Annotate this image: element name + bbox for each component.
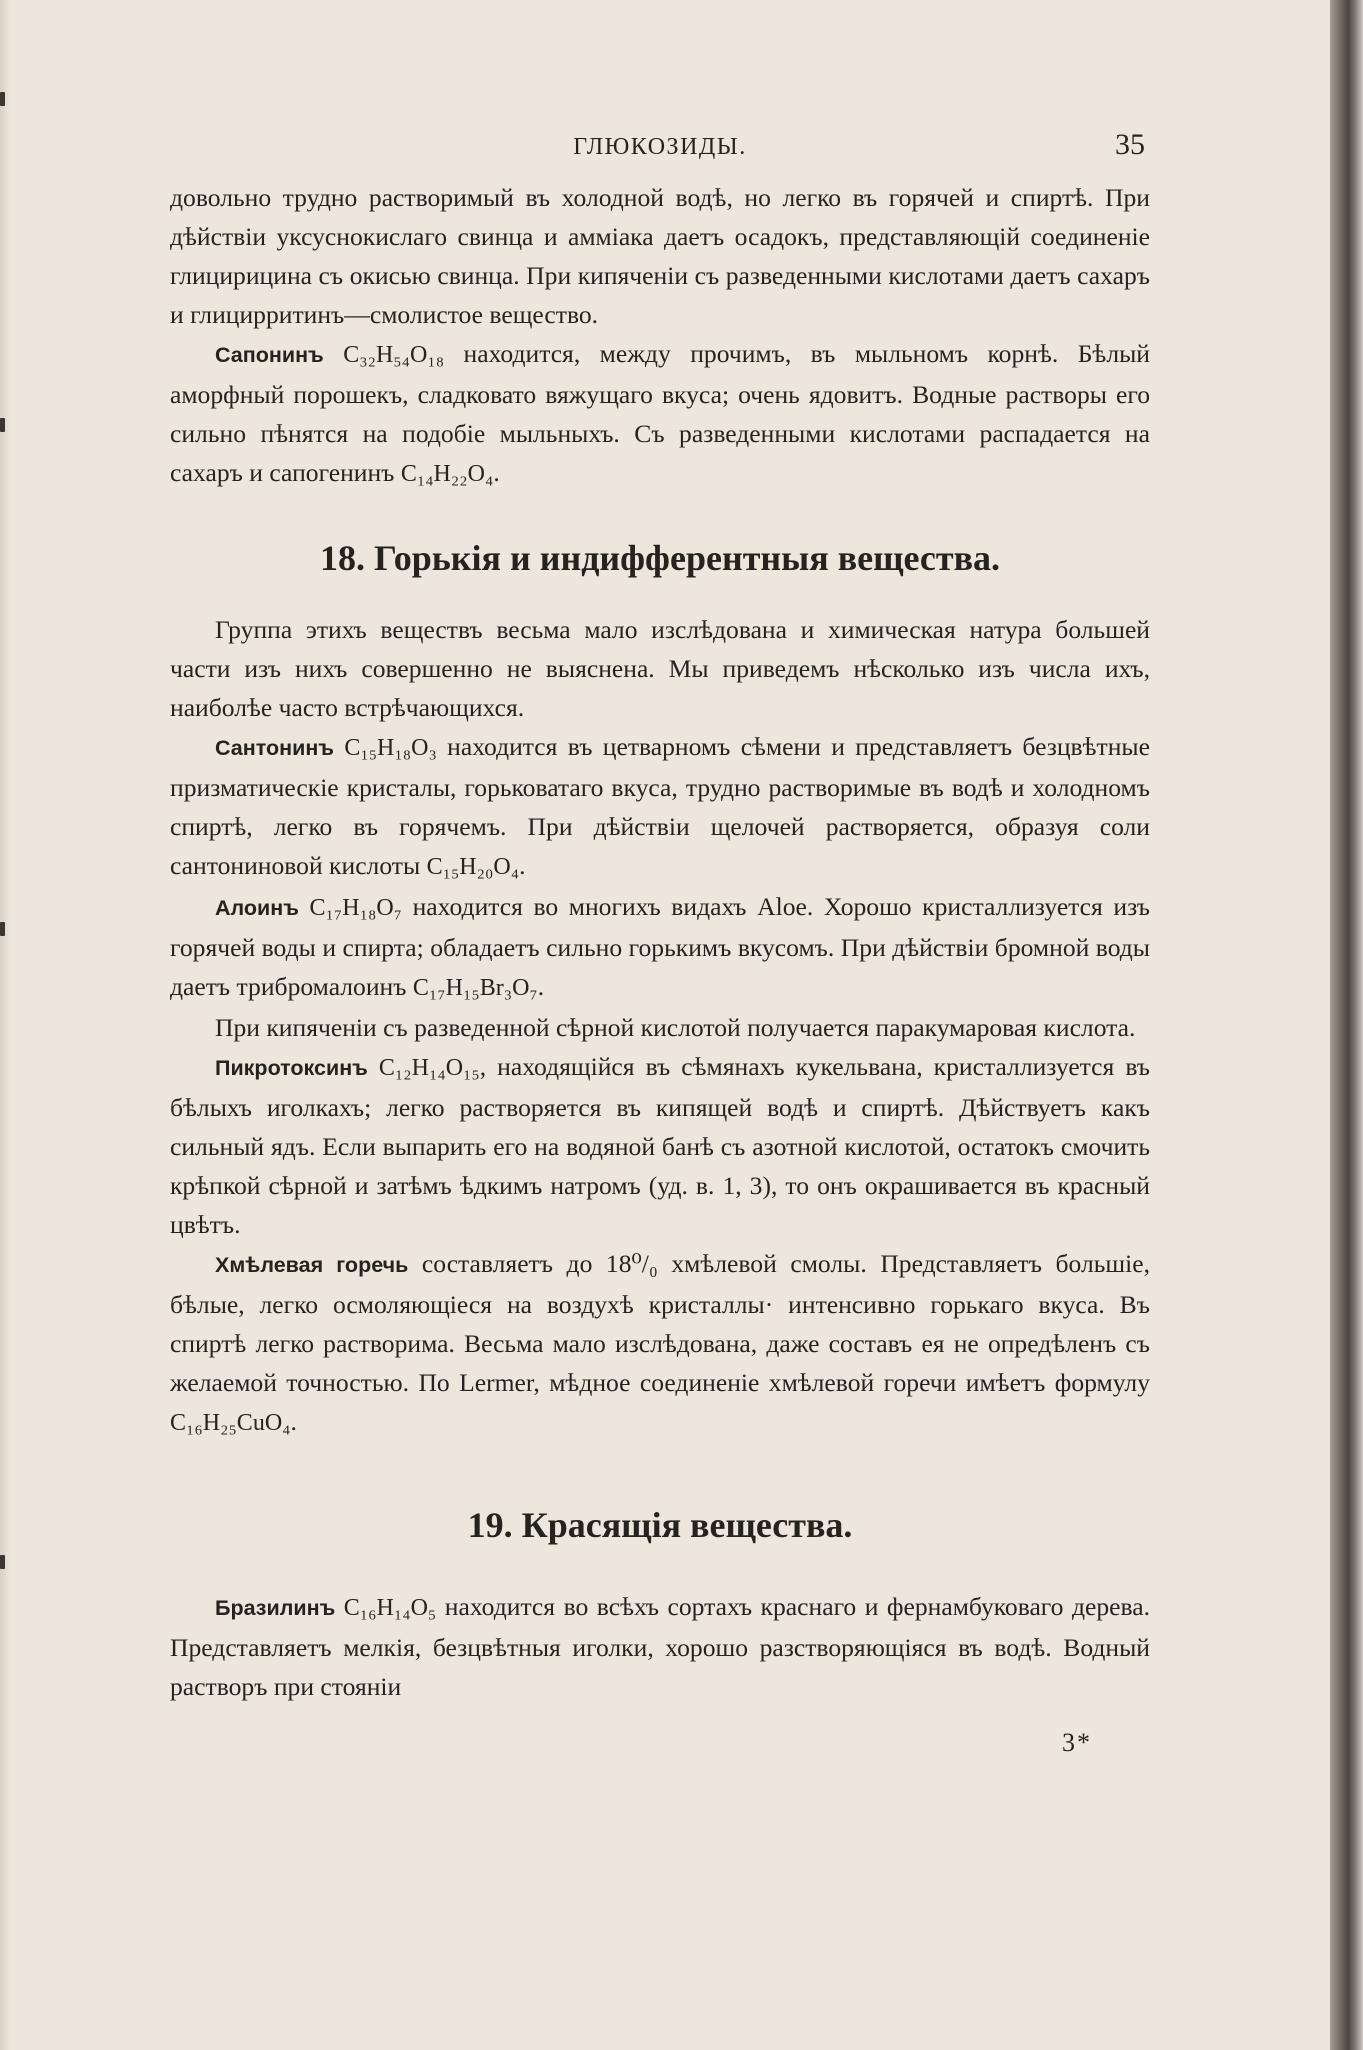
edge-mark [0,1555,5,1569]
term-picrotoxin: Пикротоксинъ [215,1056,368,1080]
running-head [170,128,1150,172]
hop-bitter-end: . [290,1407,297,1436]
edge-mark [0,92,5,106]
hop-bitter-text: составляетъ до 18⁰/₀ хмѣлевой смолы. Представляетъ большіе, бѣлые, легко осмоляющіеся на воздухѣ кристаллы· интенсивно горькаго вкуса. Въ спиртѣ легко растворима. Весьма мало изслѣдована, даже составъ ея не опредѣленъ съ желаемой точностью. По Lermer, мѣдное соединеніе хмѣлевой горечи имѣетъ формулу [170,1249,1150,1397]
formula-picrotoxin: C₁₂H₁₄O₁₅ [378,1055,480,1081]
santonin-paragraph [170,727,1150,887]
aloin-end: . [537,972,545,1001]
formula-hop-bitter-copper: C₁₆H₂₅CuO₄ [170,1410,291,1436]
formula-sapogenin: C₁₄H₂₂O₄ [400,461,494,487]
section-18-intro: Группа этихъ веществъ весьма мало изслѣдована и химическая натура большей части изъ нихъ совершенно не выяснена. Мы приведемъ нѣсколько изъ числа ихъ, наиболѣе часто встрѣчающихся. [170,615,1150,722]
section-19-heading: 19. Красящія вещества. [467,1505,853,1545]
term-hop-bitter: Хмѣлевая горечь [215,1253,409,1277]
term-saponin: Сапонинъ [215,343,324,367]
term-santonin: Сантонинъ [215,736,334,760]
formula-brazilin: C₁₆H₁₄O₅ [343,1595,437,1621]
section-18-heading: 18. Горькія и индифферентныя вещества. [319,538,1001,578]
hop-bitter-paragraph [170,1244,1150,1443]
page-left-edge [0,0,10,2050]
edge-mark [0,922,5,936]
formula-tribromaloin: C₁₇H₁₅Br₃O₇ [412,975,538,1001]
aloin-text: находится во многихъ видахъ Aloe. Хорошо кристаллизуется изъ горячей воды и спирта; обладаетъ сильно горькимъ вкусомъ. При дѣйствіи бромной воды даетъ трибромалоинъ [170,892,1150,1001]
formula-santoninic-acid: C₁₅H₂₀O₄ [426,854,520,880]
intro-paragraph: довольно трудно растворимый въ холодной водѣ, но легко въ горячей и спиртѣ. При дѣйствіи уксуснокислаго свинца и амміака даетъ осадокъ, представляющій соединеніе глицирицина съ окисью свинца. При кипяченіи съ разведенными кислотами даетъ сахаръ и глицирритинъ—смолистое вещество. [170,183,1150,329]
formula-saponin: C₃₂H₅₄O₁₈ [343,342,445,368]
brazilin-text: находится во всѣхъ сортахъ краснаго и фернамбуковаго дерева. Представляетъ мелкія, безцвѣтныя иголки, хорошо разстворяющіяся въ водѣ. Водный растворъ при стояніи [170,1592,1151,1701]
edge-mark [0,418,5,432]
book-spine [1330,0,1363,2050]
page-content [170,128,1150,1758]
aloin-extra-paragraph: При кипяченіи съ разведенной сѣрной кислотой получается паракумаровая кислота. [215,1013,1136,1042]
page-number: 35 [1115,128,1145,161]
formula-santonin: C₁₅H₁₈O₃ [344,735,437,761]
term-brazilin: Бразилинъ [215,1596,336,1620]
signature-mark: 3* [1062,1728,1092,1757]
picrotoxin-paragraph [170,1047,1150,1244]
saponin-paragraph [170,334,1150,494]
picrotoxin-text: , находящійся въ сѣмянахъ кукельвана, кристаллизуется въ бѣлыхъ иголкахъ; легко растворяется въ кипящей водѣ и спиртѣ. Дѣйствуетъ какъ сильный ядъ. Если выпарить его на водяной банѣ съ азотной кислотой, остатокъ смочить крѣпкой сѣрной и затѣмъ ѣдкимъ натромъ (уд. в. 1, 3), то онъ окрашивается въ красный цвѣтъ. [170,1052,1151,1239]
aloin-paragraph [170,887,1150,1008]
saponin-end: . [493,458,500,487]
term-aloin: Алоинъ [215,896,299,920]
santonin-end: . [519,851,526,880]
running-title: ГЛЮКОЗИДЫ. [573,134,747,160]
saponin-text: находится, между прочимъ, въ мыльномъ корнѣ. Бѣлый аморфный порошекъ, сладковато вяжущаго вкуса; очень ядовитъ. Водные растворы его сильно пѣнятся на подобіе мыльныхъ. Съ разведенными кислотами распадается на сахаръ и сапогенинъ [170,339,1150,487]
santonin-text: находится въ цетварномъ сѣмени и представляетъ безцвѣтные призматическіе кристалы, горьковатаго вкуса, трудно растворимые въ водѣ и холодномъ спиртѣ, легко въ горячемъ. При дѣйствіи щелочей растворяется, образуя соли сантониновой кислоты [170,732,1150,880]
formula-aloin: C₁₇H₁₈O₇ [309,895,403,921]
brazilin-paragraph [170,1587,1150,1706]
